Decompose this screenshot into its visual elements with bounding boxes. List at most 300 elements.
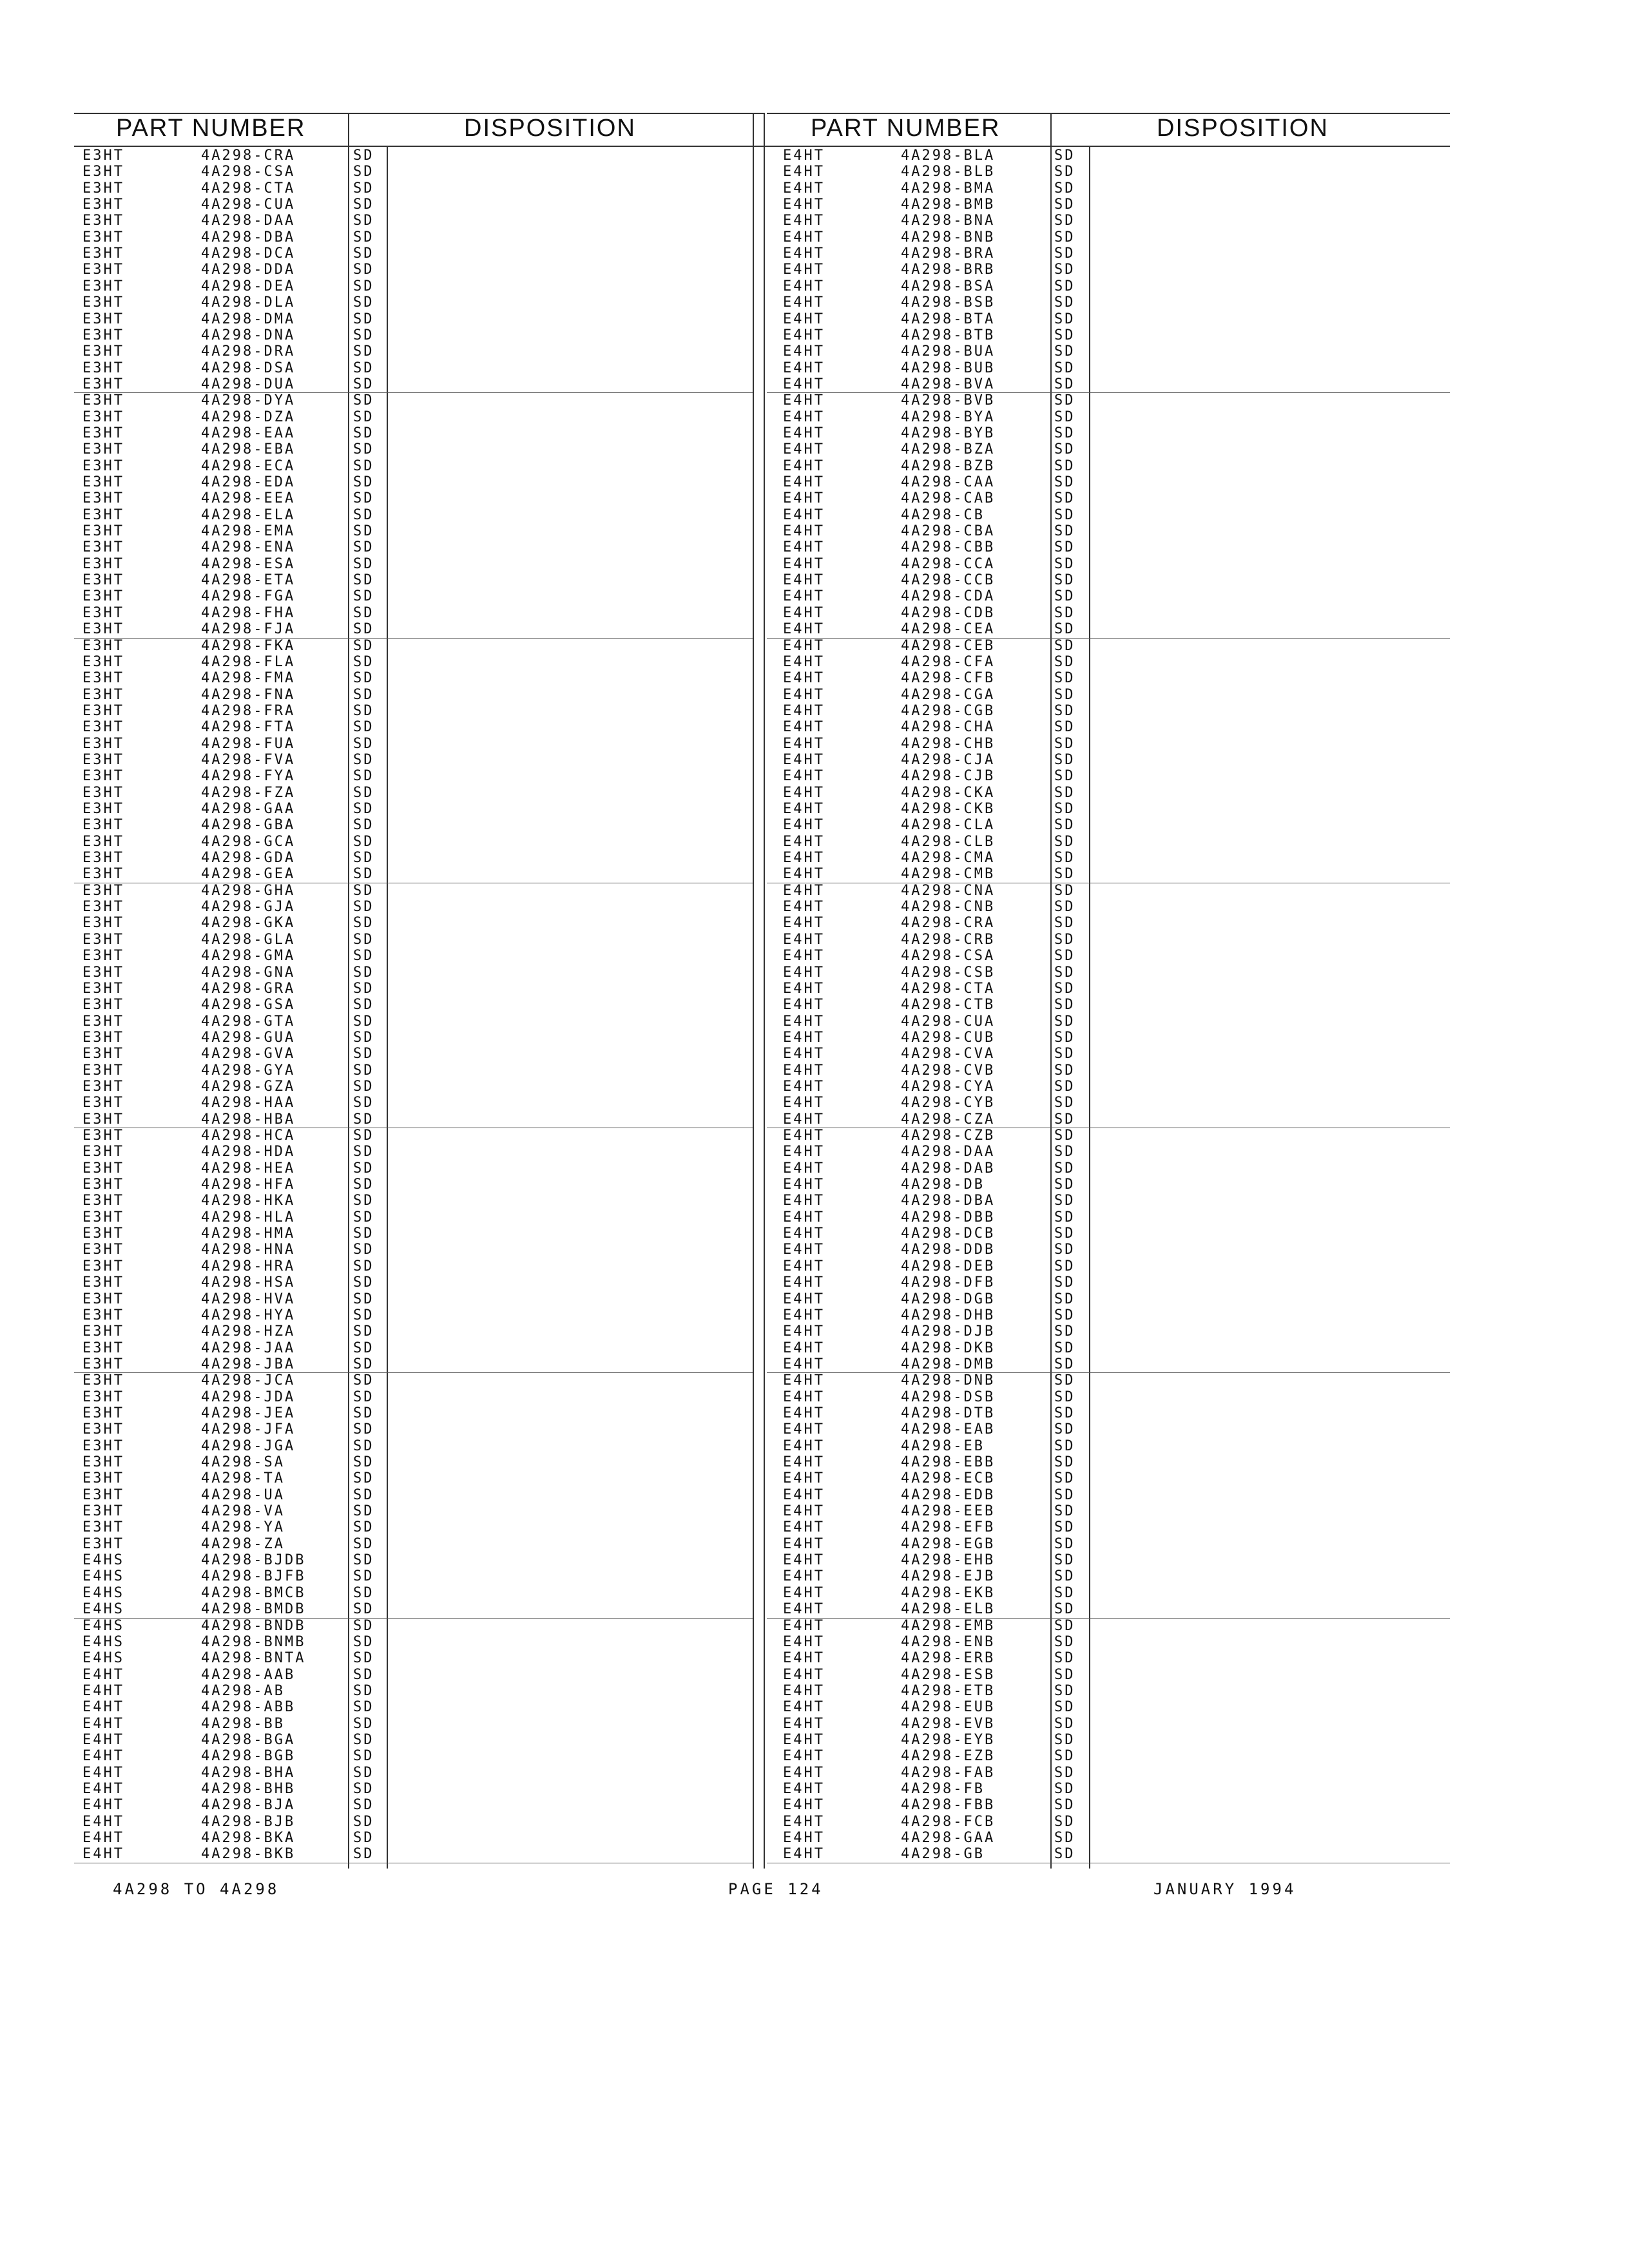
part-number: 4A298-DAA xyxy=(901,1144,996,1160)
disposition-code: SD xyxy=(1054,1128,1075,1144)
disposition-code: SD xyxy=(1054,229,1075,245)
vehicle-code: E3HT xyxy=(82,719,124,736)
part-number: 4A298-EKB xyxy=(901,1584,996,1601)
table-row xyxy=(0,197,1629,213)
table-row xyxy=(0,1389,1629,1405)
part-number: 4A298-CYB xyxy=(901,1095,996,1111)
disposition-code: SD xyxy=(353,245,374,262)
disposition-code: SD xyxy=(1054,980,1075,997)
disposition-code: SD xyxy=(353,1128,374,1144)
part-number: 4A298-HFA xyxy=(201,1177,296,1193)
disposition-code: SD xyxy=(353,1340,374,1356)
table-row xyxy=(0,588,1629,604)
part-number: 4A298-CDB xyxy=(901,604,996,621)
disposition-code: SD xyxy=(353,278,374,294)
disposition-code: SD xyxy=(353,1389,374,1405)
table-row xyxy=(0,1340,1629,1356)
vehicle-code: E4HT xyxy=(783,817,825,834)
part-number: 4A298-FMA xyxy=(201,670,296,687)
disposition-code: SD xyxy=(1054,360,1075,376)
disposition-code: SD xyxy=(353,555,374,572)
table-row xyxy=(0,539,1629,555)
vehicle-code: E4HT xyxy=(783,833,825,850)
vehicle-code: E4HT xyxy=(82,1797,124,1814)
left-part-number-header: PART NUMBER xyxy=(116,115,306,142)
table-row xyxy=(0,148,1629,164)
vehicle-code: E4HT xyxy=(82,1699,124,1716)
vehicle-code: E3HT xyxy=(82,197,124,213)
part-number: 4A298-AB xyxy=(201,1682,285,1699)
disposition-code: SD xyxy=(1054,833,1075,850)
vehicle-code: E4HT xyxy=(82,1764,124,1781)
table-row xyxy=(0,1552,1629,1568)
vehicle-code: E3HT xyxy=(82,572,124,589)
part-number: 4A298-ETA xyxy=(201,572,296,589)
part-number: 4A298-JGA xyxy=(201,1437,296,1454)
vehicle-code: E4HT xyxy=(783,197,825,213)
disposition-code: SD xyxy=(1054,197,1075,213)
vehicle-code: E3HT xyxy=(82,523,124,540)
part-number: 4A298-BJA xyxy=(201,1797,296,1814)
table-row xyxy=(0,376,1629,392)
part-number: 4A298-UA xyxy=(201,1486,285,1503)
vehicle-code: E4HT xyxy=(783,1650,825,1667)
table-row xyxy=(0,1307,1629,1323)
vehicle-code: E4HT xyxy=(783,1568,825,1585)
part-number: 4A298-FLA xyxy=(201,653,296,670)
part-number: 4A298-FYA xyxy=(201,768,296,785)
table-row xyxy=(0,1258,1629,1274)
part-number: 4A298-GAA xyxy=(201,801,296,817)
table-row xyxy=(0,1487,1629,1503)
disposition-code: SD xyxy=(1054,817,1075,834)
part-number: 4A298-CB xyxy=(901,506,985,523)
part-number: 4A298-EYB xyxy=(901,1731,996,1748)
disposition-code: SD xyxy=(353,1486,374,1503)
part-number: 4A298-GCA xyxy=(201,833,296,850)
disposition-code: SD xyxy=(353,1846,374,1863)
part-number: 4A298-ELA xyxy=(201,506,296,523)
disposition-code: SD xyxy=(353,588,374,605)
table-row xyxy=(0,1225,1629,1242)
vehicle-code: E4HT xyxy=(783,1552,825,1569)
table-row xyxy=(0,1781,1629,1797)
table-row xyxy=(0,360,1629,376)
part-number: 4A298-DYA xyxy=(201,392,296,409)
right-disposition-header: DISPOSITION xyxy=(1157,115,1329,142)
part-number: 4A298-CJB xyxy=(901,768,996,785)
disposition-code: SD xyxy=(1054,899,1075,916)
part-number: 4A298-DAB xyxy=(901,1160,996,1177)
table-row xyxy=(0,932,1629,948)
disposition-code: SD xyxy=(353,899,374,916)
table-row xyxy=(0,736,1629,752)
table-row xyxy=(0,1634,1629,1650)
vehicle-code: E3HT xyxy=(82,702,124,719)
disposition-code: SD xyxy=(353,1454,374,1470)
disposition-code: SD xyxy=(353,180,374,197)
part-number: 4A298-HEA xyxy=(201,1160,296,1177)
part-number: 4A298-CKA xyxy=(901,784,996,801)
disposition-code: SD xyxy=(1054,408,1075,425)
vehicle-code: E4HT xyxy=(783,588,825,605)
part-number: 4A298-FUA xyxy=(201,735,296,752)
part-number: 4A298-HLA xyxy=(201,1209,296,1225)
disposition-code: SD xyxy=(353,1535,374,1552)
vehicle-code: E4HT xyxy=(783,719,825,736)
disposition-code: SD xyxy=(1054,506,1075,523)
part-number: 4A298-DGB xyxy=(901,1291,996,1307)
disposition-code: SD xyxy=(353,490,374,507)
part-number: 4A298-FZA xyxy=(201,784,296,801)
vehicle-code: E4HT xyxy=(783,164,825,180)
disposition-code: SD xyxy=(353,1242,374,1258)
vehicle-code: E3HT xyxy=(82,817,124,834)
part-number: 4A298-CCB xyxy=(901,572,996,589)
disposition-code: SD xyxy=(1054,1193,1075,1209)
part-number: 4A298-HAA xyxy=(201,1095,296,1111)
part-number: 4A298-CNB xyxy=(901,899,996,916)
table-row xyxy=(0,1454,1629,1470)
part-number: 4A298-JEA xyxy=(201,1405,296,1421)
disposition-code: SD xyxy=(353,1601,374,1618)
table-row xyxy=(0,785,1629,801)
disposition-code: SD xyxy=(1054,1372,1075,1389)
vehicle-code: E3HT xyxy=(82,1470,124,1487)
part-number: 4A298-BHA xyxy=(201,1764,296,1781)
disposition-code: SD xyxy=(353,294,374,311)
part-number: 4A298-CJA xyxy=(901,751,996,768)
disposition-code: SD xyxy=(353,1062,374,1079)
disposition-code: SD xyxy=(353,948,374,965)
disposition-code: SD xyxy=(353,506,374,523)
vehicle-code: E4HT xyxy=(783,1177,825,1193)
part-number: 4A298-CDA xyxy=(901,588,996,605)
disposition-code: SD xyxy=(1054,1470,1075,1487)
disposition-code: SD xyxy=(1054,621,1075,638)
disposition-code: SD xyxy=(353,523,374,540)
vehicle-code: E3HT xyxy=(82,1193,124,1209)
part-number: 4A298-DNA xyxy=(201,327,296,343)
table-row xyxy=(0,687,1629,703)
part-number: 4A298-JDA xyxy=(201,1389,296,1405)
vehicle-code: E3HT xyxy=(82,1307,124,1323)
part-number: 4A298-ABB xyxy=(201,1699,296,1716)
part-number: 4A298-BNB xyxy=(901,229,996,245)
table-row xyxy=(0,1797,1629,1813)
disposition-code: SD xyxy=(353,1291,374,1307)
part-number: 4A298-GHA xyxy=(201,882,296,899)
part-number: 4A298-GNA xyxy=(201,964,296,981)
vehicle-code: E4HT xyxy=(783,1830,825,1847)
part-number: 4A298-CUA xyxy=(201,197,296,213)
table-row xyxy=(0,1536,1629,1552)
vehicle-code: E3HT xyxy=(82,850,124,867)
vehicle-code: E4HT xyxy=(783,1748,825,1765)
disposition-code: SD xyxy=(1054,1584,1075,1601)
vehicle-code: E3HT xyxy=(82,882,124,899)
disposition-code: SD xyxy=(1054,523,1075,540)
disposition-code: SD xyxy=(353,1046,374,1062)
part-number: 4A298-ENA xyxy=(201,539,296,556)
vehicle-code: E4HT xyxy=(82,1813,124,1830)
part-number: 4A298-BNDB xyxy=(201,1617,306,1634)
table-row xyxy=(0,817,1629,833)
disposition-code: SD xyxy=(353,1209,374,1225)
vehicle-code: E4HT xyxy=(82,1682,124,1699)
disposition-code: SD xyxy=(1054,392,1075,409)
part-number: 4A298-HRA xyxy=(201,1258,296,1274)
part-number: 4A298-GKA xyxy=(201,915,296,932)
part-number: 4A298-GEA xyxy=(201,866,296,883)
part-number: 4A298-FHA xyxy=(201,604,296,621)
disposition-code: SD xyxy=(353,1813,374,1830)
vehicle-code: E4HT xyxy=(783,1160,825,1177)
vehicle-code: E4HT xyxy=(783,801,825,817)
disposition-code: SD xyxy=(353,262,374,278)
disposition-code: SD xyxy=(353,1356,374,1372)
table-row xyxy=(0,343,1629,360)
vehicle-code: E3HT xyxy=(82,621,124,638)
part-number: 4A298-EBB xyxy=(901,1454,996,1470)
disposition-code: SD xyxy=(1054,1830,1075,1847)
disposition-code: SD xyxy=(1054,686,1075,703)
part-number: 4A298-BZA xyxy=(901,441,996,458)
disposition-code: SD xyxy=(1054,1699,1075,1716)
disposition-code: SD xyxy=(353,1111,374,1128)
disposition-code: SD xyxy=(1054,572,1075,589)
table-row xyxy=(0,262,1629,278)
vehicle-code: E3HT xyxy=(82,148,124,164)
disposition-code: SD xyxy=(1054,1274,1075,1291)
part-number: 4A298-BNTA xyxy=(201,1650,306,1667)
disposition-code: SD xyxy=(1054,801,1075,817)
vehicle-code: E4HT xyxy=(783,1813,825,1830)
table-row xyxy=(0,392,1629,408)
disposition-code: SD xyxy=(1054,1552,1075,1569)
vehicle-code: E4HT xyxy=(783,670,825,687)
part-number: 4A298-GMA xyxy=(201,948,296,965)
vehicle-code: E4HT xyxy=(783,1095,825,1111)
vehicle-code: E3HT xyxy=(82,441,124,458)
part-number: 4A298-BKB xyxy=(201,1846,296,1863)
part-number: 4A298-DNB xyxy=(901,1372,996,1389)
vehicle-code: E3HT xyxy=(82,1291,124,1307)
part-number: 4A298-EEA xyxy=(201,490,296,507)
disposition-code: SD xyxy=(353,1503,374,1520)
part-number: 4A298-CKB xyxy=(901,801,996,817)
disposition-code: SD xyxy=(353,768,374,785)
vehicle-code: E4HT xyxy=(783,572,825,589)
disposition-code: SD xyxy=(353,474,374,490)
vehicle-code: E4HS xyxy=(82,1584,124,1601)
table-row xyxy=(0,1503,1629,1519)
disposition-code: SD xyxy=(353,229,374,245)
part-number: 4A298-CUA xyxy=(901,1013,996,1030)
vehicle-code: E4HT xyxy=(783,392,825,409)
disposition-code: SD xyxy=(1054,670,1075,687)
disposition-code: SD xyxy=(353,1682,374,1699)
table-row xyxy=(0,1601,1629,1617)
vehicle-code: E3HT xyxy=(82,768,124,785)
vehicle-code: E4HT xyxy=(783,915,825,932)
vehicle-code: E4HT xyxy=(783,964,825,981)
disposition-code: SD xyxy=(1054,653,1075,670)
part-number: 4A298-ECA xyxy=(201,457,296,474)
vehicle-code: E4HT xyxy=(783,621,825,638)
table-row xyxy=(0,654,1629,670)
table-row xyxy=(0,1732,1629,1748)
table-row xyxy=(0,1667,1629,1683)
vehicle-code: E4HT xyxy=(783,148,825,164)
vehicle-code: E4HT xyxy=(783,376,825,392)
vehicle-code: E4HT xyxy=(783,1062,825,1079)
part-number: 4A298-BLB xyxy=(901,164,996,180)
table-row xyxy=(0,850,1629,866)
disposition-code: SD xyxy=(353,425,374,441)
part-number: 4A298-ESA xyxy=(201,555,296,572)
part-number: 4A298-GUA xyxy=(201,1029,296,1046)
vehicle-code: E4HT xyxy=(82,1846,124,1863)
disposition-code: SD xyxy=(353,327,374,343)
vehicle-code: E4HT xyxy=(783,997,825,1014)
part-number: 4A298-GDA xyxy=(201,850,296,867)
disposition-code: SD xyxy=(353,817,374,834)
table-row xyxy=(0,768,1629,784)
vehicle-code: E3HT xyxy=(82,1503,124,1520)
part-number: 4A298-DLA xyxy=(201,294,296,311)
table-row xyxy=(0,1193,1629,1209)
vehicle-code: E4HT xyxy=(783,1846,825,1863)
disposition-code: SD xyxy=(353,1633,374,1650)
vehicle-code: E4HT xyxy=(783,686,825,703)
disposition-code: SD xyxy=(353,1225,374,1242)
disposition-code: SD xyxy=(353,360,374,376)
vehicle-code: E4HT xyxy=(82,1781,124,1797)
part-number: 4A298-BLA xyxy=(901,148,996,164)
vehicle-code: E4HT xyxy=(783,1046,825,1062)
part-number: 4A298-CYA xyxy=(901,1078,996,1095)
disposition-code: SD xyxy=(353,1193,374,1209)
table-row xyxy=(0,1177,1629,1193)
table-row xyxy=(0,1062,1629,1079)
vehicle-code: E4HS xyxy=(82,1633,124,1650)
table-row xyxy=(0,1470,1629,1486)
vehicle-code: E4HT xyxy=(783,1682,825,1699)
part-number: 4A298-ETB xyxy=(901,1682,996,1699)
vehicle-code: E3HT xyxy=(82,833,124,850)
part-number: 4A298-HKA xyxy=(201,1193,296,1209)
disposition-code: SD xyxy=(1054,1258,1075,1274)
table-row xyxy=(0,1095,1629,1111)
part-number: 4A298-CSB xyxy=(901,964,996,981)
vehicle-code: E4HT xyxy=(783,343,825,360)
vehicle-code: E3HT xyxy=(82,948,124,965)
part-number: 4A298-CFA xyxy=(901,653,996,670)
disposition-code: SD xyxy=(353,1372,374,1389)
part-number: 4A298-DCA xyxy=(201,245,296,262)
disposition-code: SD xyxy=(353,311,374,327)
vehicle-code: E3HT xyxy=(82,964,124,981)
disposition-code: SD xyxy=(1054,1405,1075,1421)
part-number: 4A298-DEB xyxy=(901,1258,996,1274)
table-row xyxy=(0,1356,1629,1372)
disposition-code: SD xyxy=(1054,1748,1075,1765)
table-row xyxy=(0,458,1629,474)
table-row xyxy=(0,703,1629,719)
disposition-code: SD xyxy=(1054,1601,1075,1618)
vehicle-code: E4HT xyxy=(783,1535,825,1552)
table-row xyxy=(0,1650,1629,1666)
vehicle-code: E4HT xyxy=(783,327,825,343)
part-number: 4A298-CBB xyxy=(901,539,996,556)
part-number: 4A298-DB xyxy=(901,1177,985,1193)
vehicle-code: E3HT xyxy=(82,1095,124,1111)
vehicle-code: E3HT xyxy=(82,1209,124,1225)
vehicle-code: E4HT xyxy=(783,1225,825,1242)
vehicle-code: E3HT xyxy=(82,1046,124,1062)
part-number: 4A298-GRA xyxy=(201,980,296,997)
table-row xyxy=(0,1209,1629,1225)
vehicle-code: E3HT xyxy=(82,376,124,392)
table-row xyxy=(0,1014,1629,1030)
vehicle-code: E4HT xyxy=(783,1144,825,1160)
part-number: 4A298-CEB xyxy=(901,637,996,654)
part-number: 4A298-CBA xyxy=(901,523,996,540)
part-number: 4A298-GAA xyxy=(901,1830,996,1847)
vehicle-code: E4HT xyxy=(783,1731,825,1748)
vehicle-code: E3HT xyxy=(82,1535,124,1552)
vehicle-code: E4HT xyxy=(783,1519,825,1536)
vehicle-code: E4HT xyxy=(783,490,825,507)
vehicle-code: E3HT xyxy=(82,637,124,654)
part-number: 4A298-BGA xyxy=(201,1731,296,1748)
disposition-code: SD xyxy=(1054,948,1075,965)
vehicle-code: E3HT xyxy=(82,801,124,817)
vehicle-code: E4HT xyxy=(783,1421,825,1438)
disposition-code: SD xyxy=(353,1323,374,1340)
table-row xyxy=(0,409,1629,425)
vehicle-code: E3HT xyxy=(82,1519,124,1536)
disposition-code: SD xyxy=(353,931,374,948)
part-number: 4A298-VA xyxy=(201,1503,285,1520)
vehicle-code: E4HT xyxy=(783,653,825,670)
part-number: 4A298-CRA xyxy=(901,915,996,932)
part-number: 4A298-CTA xyxy=(201,180,296,197)
table-row xyxy=(0,1568,1629,1584)
part-number: 4A298-BHB xyxy=(201,1781,296,1797)
table-row xyxy=(0,229,1629,245)
vehicle-code: E3HT xyxy=(82,278,124,294)
part-number: 4A298-DBA xyxy=(901,1193,996,1209)
part-number: 4A298-BMA xyxy=(901,180,996,197)
disposition-code: SD xyxy=(353,1144,374,1160)
part-number: 4A298-BMCB xyxy=(201,1584,306,1601)
vehicle-code: E4HT xyxy=(783,948,825,965)
vehicle-code: E3HT xyxy=(82,1356,124,1372)
vehicle-code: E3HT xyxy=(82,1078,124,1095)
part-number: 4A298-SA xyxy=(201,1454,285,1470)
disposition-code: SD xyxy=(353,1177,374,1193)
disposition-code: SD xyxy=(353,1715,374,1732)
disposition-code: SD xyxy=(1054,882,1075,899)
disposition-code: SD xyxy=(1054,343,1075,360)
vehicle-code: E3HT xyxy=(82,653,124,670)
part-number: 4A298-BJDB xyxy=(201,1552,306,1569)
part-number: 4A298-HCA xyxy=(201,1128,296,1144)
table-row xyxy=(0,1144,1629,1160)
disposition-code: SD xyxy=(353,1095,374,1111)
